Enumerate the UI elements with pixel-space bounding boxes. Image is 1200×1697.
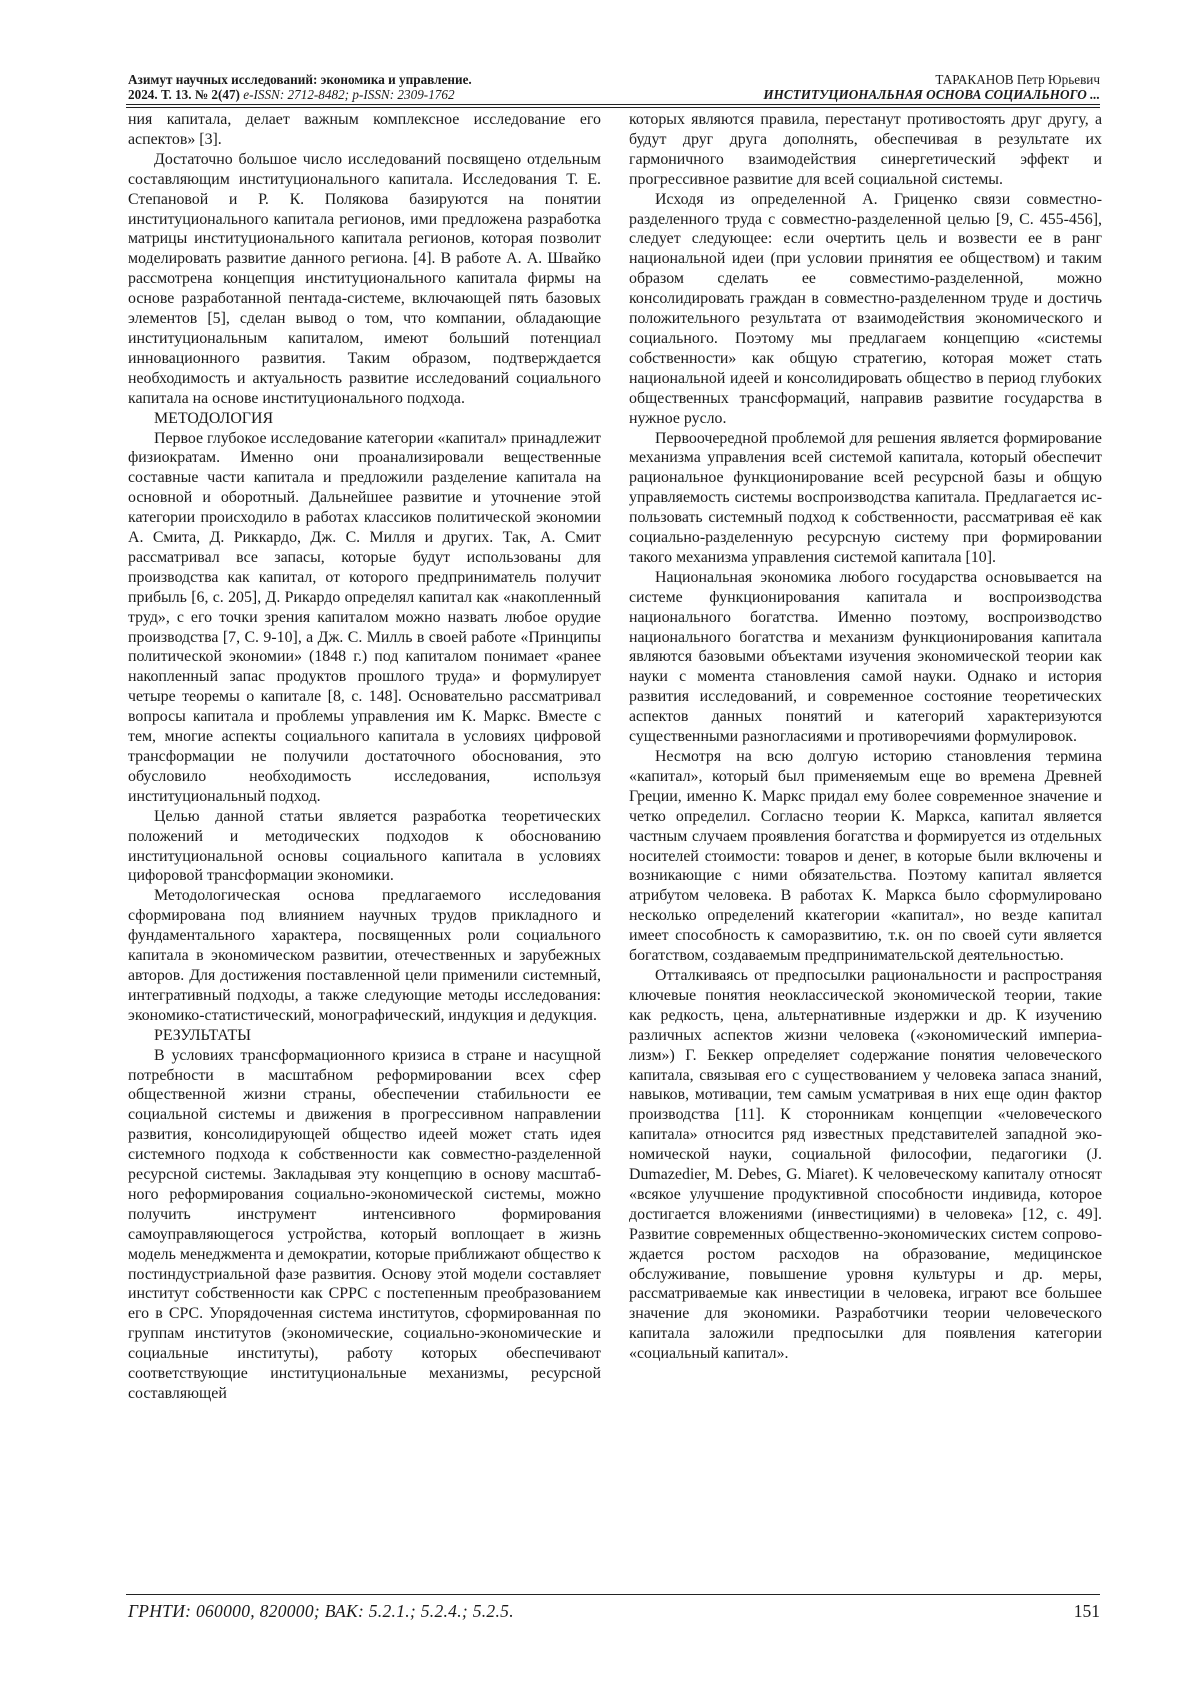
section-heading-methodology: МЕТОДОЛОГИЯ (154, 409, 274, 427)
paragraph: Первое глубокое исследование категории «капитал» принадлежит физиократам. Именно они проанализировали вещественные составные части капитала и предложили разделение капитала на основной и оборотный. Дальнейшее развитие и уточнение этой категории происходило в работах классиков политической экономии А. Смита, Д. Риккардо, Дж. С. Милля и других. Так, А. Смит рассматривал все запасы, которые будут использованы для производства как капитал, от которого предприниматель получит прибыль [6, с. 205], Д. Рикардо определял капитал как «накопленный труд», с его точки зрения капиталом можно назвать любое орудие производства [7, С. 9-10], а Дж. С. Милль в своей работе «Принципы политической экономии» (1848 г.) под капиталом понимает «ранее накопленный запас продуктов прошлого труда» и формулирует четыре теоремы о капитале [8, с. 148]. Основательно рассматривал вопросы капитала и проблемы управления им К. Маркс. Вместе с тем, многие аспекты социального капитала в условиях цифровой трансформации не получили достаточного обоснования, это обусловило необходимость исследования, используя институциональный подход. (128, 429, 601, 805)
journal-volume: 2024. Т. 13. № 2(47) (128, 87, 240, 102)
author-name: ТАРАКАНОВ Петр Юрьевич (935, 72, 1100, 87)
journal-issn: e-ISSN: 2712-8482; p-ISSN: 2309-1762 (239, 87, 455, 102)
section-heading-results: РЕЗУЛЬТАТЫ (154, 1026, 252, 1044)
footer-rule (126, 1594, 1100, 1595)
article-header (580, 72, 1100, 102)
right-column (629, 110, 1102, 1594)
paragraph: В условиях трансформационного кризиса в стране и насущной потребности в масштабном реформировании всех сфер общественной жизни страны, обеспечении стабильности ее социальной системы и движения в прогрессивном направлении развития, консолидирующей общество идеей может стать идея системного подхода к собственности как совместно-разделенной ресурсной системы. Закладывая эту концепцию в основу масштабного реформирования социально-экономической системы, можно получить инструмент интенсивного формирования самоуправляющегося устройства, который воплощает в жизнь модель менеджмента и демократии, которые приближают общество к постиндустриальной фазе развития. Основу этой модели составляет институт собственности как СРРС с постепенным преобразованием его в СРС. Упорядоченная система институтов, сформированная по группам институтов (экономические, социально-экономические и социальные институты), работу которых обеспечивают соответствующие институциональные механизмы, ресурсной составляющей (128, 1046, 601, 1402)
paragraph: Достаточно большое число исследований посвящено отдельным составляющим институционального капитала. Исследования Т. Е. Степановой и Р. К. Полякова базируются на понятии институционального капитала регионов, ими предложена разработка матрицы институционального капитала регионов, которая позволит моделировать развитие данного региона. [4]. В работе А. А. Швайко рассмотрена концепция институционального капитала фирмы на основе разработанной пентада-системе, включающей пять базовых элементов [5], сделан вывод о том, что компании, обладающие институциональным капиталом, имеют больший потенциал инновационного развития. Таким образом, подтверждается необходимость и актуальность развитие исследований социального капитала на основе институционального подхода. (128, 150, 601, 407)
paragraph: Целью данной статьи является разработка теоретических положений и методических подходов к обоснованию институциональной основы социального капитала в условиях цифоровой трансформации экономики. (128, 807, 601, 885)
paragraph: Первоочередной проблемой для решения является формирование механизма управления всей системой капитала, который обеспечит рациональное функционирование всей ресурсной базы и общую управляемость системы воспроизводства капитала. Предлагается использовать системный подход к собственности, рассматривая её как социально-разделенную ресурсную систему при формировании такого механизма управления системой капитала [10]. (629, 429, 1102, 566)
article-running-title: ИНСТИТУЦИОНАЛЬНАЯ ОСНОВА СОЦИАЛЬНОГО ... (763, 87, 1100, 102)
paragraph: которых являются правила, перестанут противостоять друг другу, а будут друг друга дополнять, обеспечивая в результате их гармоничного взаимодействия синергетический эффект и прогрессивное развитие для всей социальной системы. (629, 111, 1102, 188)
journal-name: Азимут научных исследований: экономика и управление. (128, 72, 472, 87)
paragraph: Несмотря на всю долгую историю становления термина «капитал», который был применяемым еще во времена Древней Греции, именно К. Маркс придал ему более современное значение и четко определил. Согласно теории К. Маркса, капитал является частным случаем проявления богатства и формируется из отдельных носителей стоимости: товаров и денег, в которые были включены и возникающие с ними обязательства. Поэтому капитал является атрибутом человека. В работах К. Маркса было сформулировано несколько определений ккатегории «капитал», но везде капитал имеет способность к саморазвитию, т.к. он по своей сути является богатством, создаваемым предпринимательской деятельностью. (629, 748, 1102, 965)
paragraph: Национальная экономика любого государства основывается на системе функционирования капитала и воспроизводства национального богатства. Именно поэтому, воспроизводство национального богатства и механизм функционирования капитала являются базовыми объектами изучения экономической теории как науки с момента становления самой науки. Однако и история развития исследований, и современное состояние теоретических аспектов данных понятий и категорий характеризуются существенными разногласиями и противоречиями формулировок. (629, 568, 1102, 746)
paragraph: ния капитала, делает важным комплексное исследование его аспектов» [3]. (128, 111, 601, 148)
paragraph: Отталкиваясь от предпосылки рациональности и распространяя ключевые понятия неоклассической экономической теории, такие как редкость, цена, альтернативные издержки и др. К изучению различных аспектов жизни человека («экономический империализм») Г. Беккер определяет содержание понятия человеческого капитала, связывая его с существованием у человека запаса знаний, навыков, мотивации, тем самым усматривая в них еще один фактор производства [11]. К сторонникам концепции «человеческого капитала» относится ряд известных представителей западной экономической науки, социальной философии, педагогики (J. Dumazedier, M. Debes, G. Miaret). К человеческому капиталу относят «всякое улучшение продуктивной способности индивида, которое достигается вложениями (инвестициями) в человека» [12, с. 49]. Развитие современных общественно-экономических систем сопровождается ростом расходов на образование, медицинское обслуживание, повышение уровня культуры и др. меры, рассматриваемые как инвестиции в человека, играют все большее значение для экономики. Разработчики теории человеческого капитала заложили предпосылки для появления категории «социальный капитал». (629, 966, 1102, 1363)
header-rule-top (126, 104, 1100, 105)
paragraph: Методологическая основа предлагаемого исследования сформирована под влиянием научных трудов прикладного и фундаментального характера, посвященных роли социального капитала в экономическом развитии, отечественных и зарубежных авторов. Для достижения поставленной цели применили системный, интегративный подходы, а также следующие методы исследования: экономико-статистический, монографический, индукция и дедукция. (128, 887, 601, 1024)
page-number: 151 (1073, 1601, 1100, 1621)
journal-issue-line (128, 87, 648, 102)
header-rule-bottom (126, 107, 1100, 108)
classification-codes: ГРНТИ: 060000, 820000; ВАК: 5.2.1.; 5.2.4.; 5.2.5. (128, 1601, 514, 1621)
paragraph: Исходя из определенной А. Гриценко связи совместно-разделенного труда с совместно-разделенной целью [9, С. 455-456], следует следующее: если очертить цель и возвести ее в ранг национальной идеи (при условии принятия ее обществом) и таким образом сделать ее совместимо-разделенной, можно консолидировать граждан в совместно-разделенном труде и достичь положительного результата от взаимодействия экономического и социального. Поэтому мы предлагаем концепцию «системы собственности» как общую стратегию, которая может стать национальной идеей и консолидировать общество в период глубоких общественных трансформаций, направив развитие государства в нужное русло. (629, 190, 1102, 427)
journal-header (128, 72, 648, 102)
left-column (128, 110, 601, 1594)
